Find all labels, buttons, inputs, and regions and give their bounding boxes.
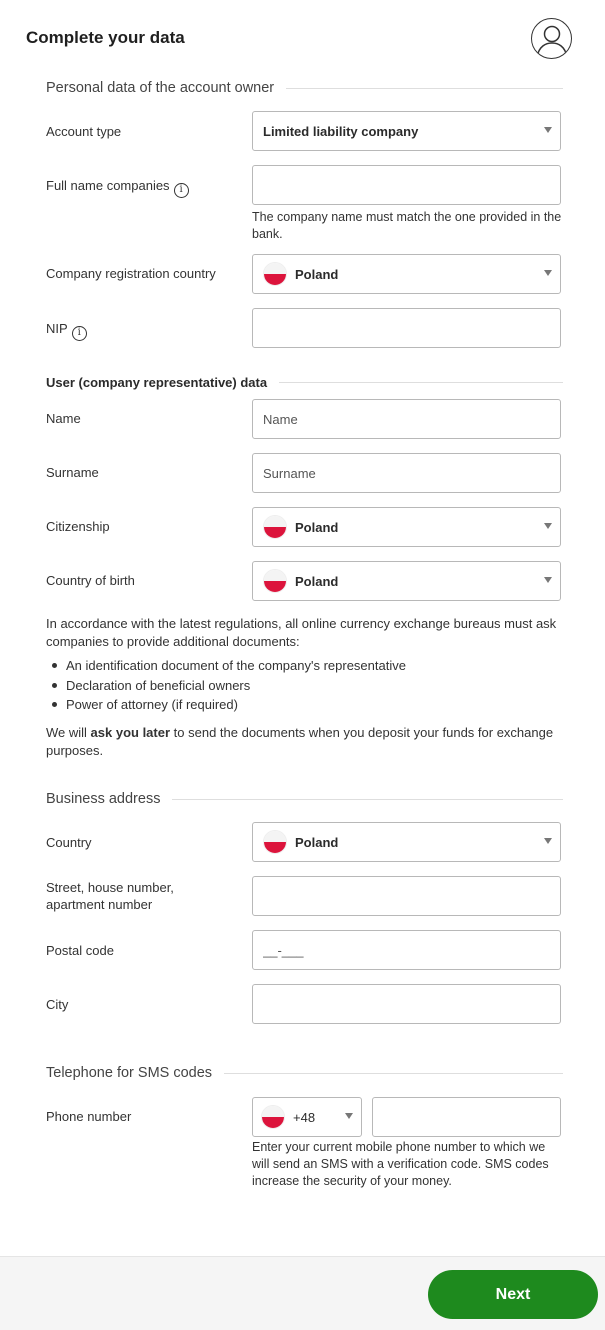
surname-input[interactable]	[252, 453, 561, 493]
outro-text-1: We will	[46, 725, 91, 740]
documents-notice-outro	[46, 724, 566, 760]
user-avatar-icon[interactable]	[531, 18, 572, 59]
account-type-label: Account type	[46, 124, 122, 139]
section-personal-title: Personal data of the account owner	[46, 80, 275, 96]
country-label: Country	[46, 835, 92, 850]
poland-flag-icon	[263, 515, 287, 539]
outro-text-2: to send the documents when you deposit your funds for exchange purposes.	[46, 725, 554, 758]
name-input[interactable]	[252, 399, 561, 439]
outro-bold-text: ask you later	[90, 725, 171, 740]
phone-prefix-select[interactable]	[252, 1097, 362, 1137]
surname-label: Surname	[46, 465, 99, 480]
chevron-down-icon	[544, 127, 552, 133]
documents-notice-intro: In accordance with the latest regulations, all online currency exchange bureaus must ask companies to provide additional documents:	[46, 616, 557, 649]
section-telephone	[46, 1065, 563, 1081]
next-button[interactable]: Next	[428, 1270, 598, 1319]
poland-flag-icon	[263, 262, 287, 286]
city-label: City	[46, 997, 69, 1012]
list-item: Power of attorney (if required)	[52, 695, 406, 715]
full-name-field[interactable]	[263, 178, 560, 193]
chevron-down-icon	[544, 270, 552, 276]
nip-input[interactable]	[252, 308, 561, 348]
postal-code-label: Postal code	[46, 943, 114, 958]
citizenship-select[interactable]	[252, 507, 561, 547]
reg-country-value: Poland	[295, 266, 339, 282]
city-field[interactable]	[263, 997, 560, 1012]
phone-number-input[interactable]	[372, 1097, 561, 1137]
country-select[interactable]	[252, 822, 561, 862]
citizenship-label: Citizenship	[46, 519, 110, 534]
city-input[interactable]	[252, 984, 561, 1024]
chevron-down-icon	[544, 523, 552, 529]
list-item: An identification document of the company's representative	[52, 656, 406, 676]
poland-flag-icon	[261, 1105, 285, 1129]
page-title: Complete your data	[26, 28, 185, 47]
nip-label-text: NIP	[46, 321, 68, 336]
section-user-title: User (company representative) data	[46, 375, 268, 390]
list-item: Declaration of beneficial owners	[52, 676, 406, 696]
phone-number-label: Phone number	[46, 1109, 132, 1124]
nip-field[interactable]	[263, 321, 560, 336]
birth-country-value: Poland	[295, 573, 339, 589]
phone-prefix-value: +48	[293, 1109, 316, 1125]
reg-country-label: Company registration country	[46, 266, 216, 281]
section-user-data	[46, 375, 563, 390]
postal-code-input[interactable]	[252, 930, 561, 970]
phone-hint: Enter your current mobile phone number to which we will send an SMS with a verification code. SMS codes increase the security of your money.	[252, 1140, 549, 1188]
citizenship-value: Poland	[295, 519, 339, 535]
poland-flag-icon	[263, 569, 287, 593]
chevron-down-icon	[544, 838, 552, 844]
street-label: Street, house number, apartment number	[46, 880, 174, 912]
name-label: Name	[46, 411, 81, 426]
poland-flag-icon	[263, 830, 287, 854]
birth-country-label: Country of birth	[46, 573, 135, 588]
section-business-address	[46, 791, 563, 807]
chevron-down-icon	[544, 577, 552, 583]
nip-label	[46, 320, 87, 341]
name-field[interactable]	[263, 412, 560, 427]
chevron-down-icon	[345, 1113, 353, 1119]
surname-field[interactable]	[263, 466, 560, 481]
country-value: Poland	[295, 834, 339, 850]
section-business-title: Business address	[46, 791, 161, 807]
account-type-select[interactable]	[252, 111, 561, 151]
full-name-label-text: Full name companies	[46, 178, 170, 193]
full-name-label	[46, 177, 189, 198]
postal-code-field[interactable]	[263, 943, 560, 958]
full-name-input[interactable]	[252, 165, 561, 205]
section-telephone-title: Telephone for SMS codes	[46, 1065, 213, 1081]
section-personal-data	[46, 80, 563, 96]
info-icon[interactable]: i	[174, 183, 189, 198]
info-icon[interactable]: i	[72, 326, 87, 341]
reg-country-select[interactable]	[252, 254, 561, 294]
full-name-hint: The company name must match the one provided in the bank.	[252, 210, 562, 241]
birth-country-select[interactable]	[252, 561, 561, 601]
documents-list	[52, 656, 406, 715]
account-type-value: Limited liability company	[263, 123, 419, 139]
street-field[interactable]	[263, 889, 560, 904]
street-input[interactable]	[252, 876, 561, 916]
